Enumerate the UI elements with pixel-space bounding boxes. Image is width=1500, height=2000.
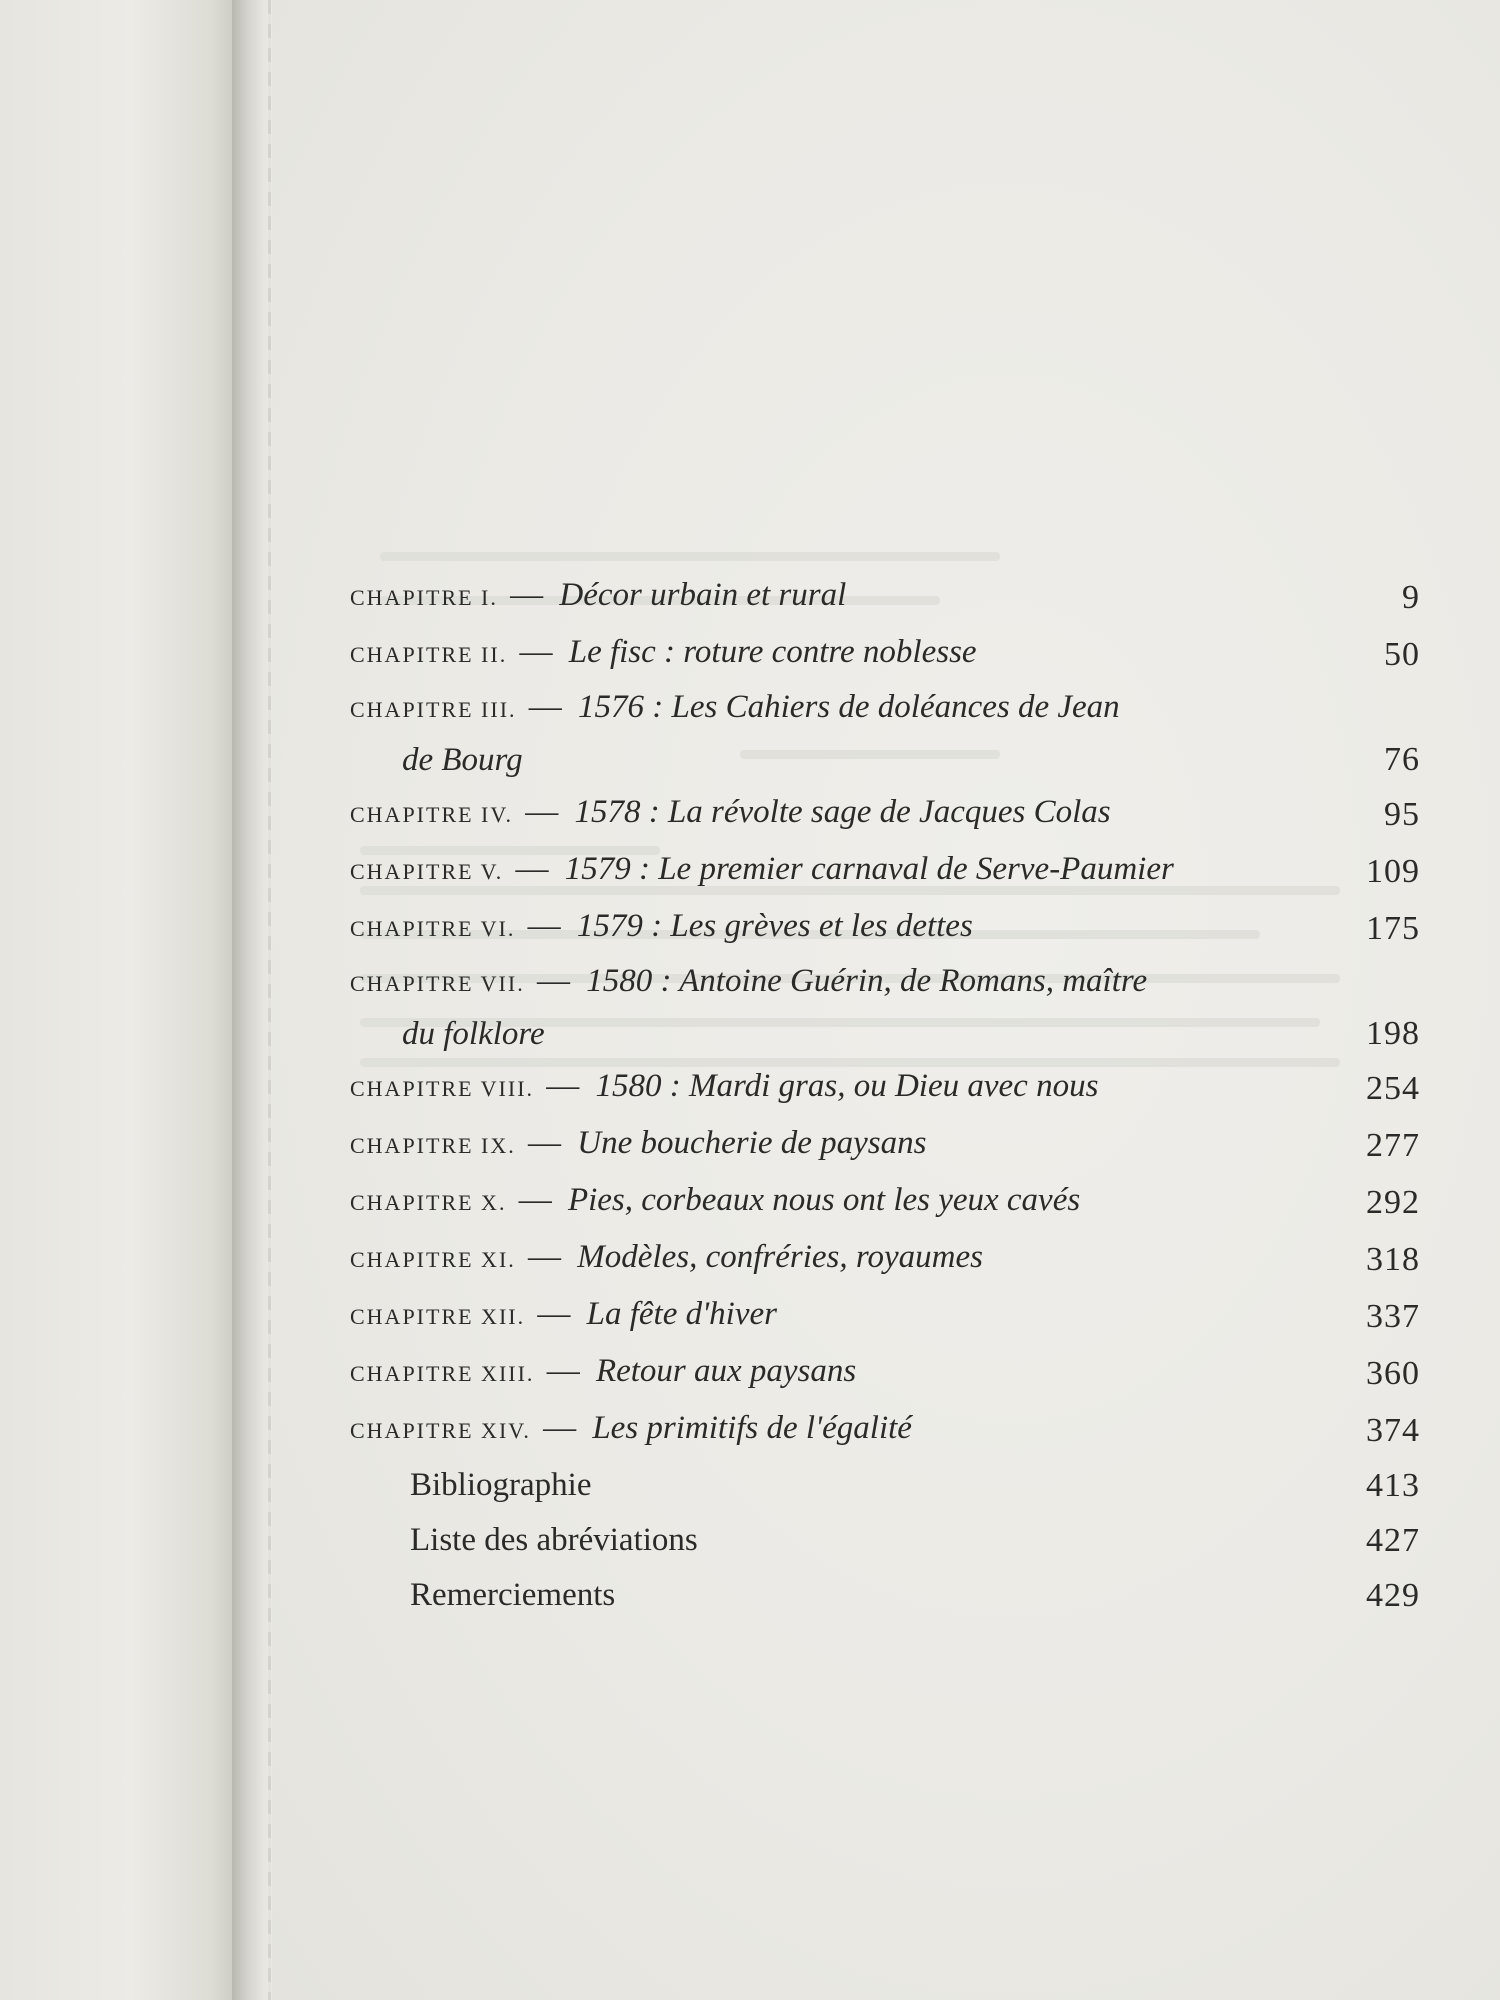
toc-entry-back-matter [350,1568,1420,1623]
chapter-title: Modèles, confréries, royaumes [577,1239,983,1275]
chapter-title: 1578 : La révolte sage de Jacques Colas [574,794,1111,830]
em-dash: — [525,794,559,830]
chapter-title: 1580 : Antoine Guérin, de Romans, maître [586,963,1148,999]
chapter-label: CHAPITRE X. [350,1190,507,1215]
toc-entry [350,1344,1420,1401]
page-number: 76 [1384,741,1420,778]
chapter-label: CHAPITRE IX. [350,1133,516,1158]
chapter-label: CHAPITRE XII. [350,1304,526,1329]
page-number: 254 [1366,1070,1420,1107]
chapter-title-continuation: du folklore [402,1016,545,1052]
toc-entry [350,568,1420,625]
chapter-title: 1579 : Le premier carnaval de Serve-Paumier [564,851,1174,887]
em-dash: — [546,1068,580,1104]
page-number: 374 [1366,1412,1420,1449]
chapter-title: 1580 : Mardi gras, ou Dieu avec nous [595,1068,1099,1104]
page-number: 337 [1366,1298,1420,1335]
chapter-label: CHAPITRE I. [350,585,498,610]
toc-entry [350,899,1420,956]
chapter-title-continuation: de Bourg [402,742,523,778]
chapter-label: CHAPITRE II. [350,642,508,667]
toc-entry [350,1230,1420,1287]
chapter-title: Retour aux paysans [595,1353,857,1389]
toc-entry [350,1401,1420,1458]
page-number: 429 [1366,1577,1420,1614]
em-dash: — [518,1182,552,1218]
em-dash: — [528,689,562,725]
page-number: 109 [1366,853,1420,890]
left-facing-page [0,0,240,2000]
page-edge [268,0,271,2000]
chapter-label: CHAPITRE XIII. [350,1361,535,1386]
chapter-label: CHAPITRE VII. [350,971,525,996]
chapter-title: Une boucherie de paysans [577,1125,927,1161]
chapter-label: CHAPITRE IV. [350,802,513,827]
chapter-title: Pies, corbeaux nous ont les yeux cavés [567,1182,1081,1218]
em-dash: — [519,634,553,670]
chapter-label: CHAPITRE XIV. [350,1418,531,1443]
toc-entry [350,625,1420,682]
chapter-label: CHAPITRE XI. [350,1247,516,1272]
page-number: 277 [1366,1127,1420,1164]
toc-entry [350,1173,1420,1230]
chapter-title: La fête d'hiver [586,1296,777,1332]
em-dash: — [510,577,544,613]
toc-entry-back-matter [350,1458,1420,1513]
chapter-label: CHAPITRE III. [350,697,517,722]
chapter-label: CHAPITRE V. [350,859,504,884]
back-matter-title: Remerciements [410,1577,616,1613]
toc-entry [350,1059,1420,1116]
toc-entry [350,956,1420,1059]
page-number: 413 [1366,1467,1420,1504]
page-number: 9 [1402,579,1420,616]
em-dash: — [528,1125,562,1161]
em-dash: — [537,1296,571,1332]
page-number: 95 [1384,796,1420,833]
chapter-label: CHAPITRE VI. [350,916,516,941]
chapter-title: Les primitifs de l'égalité [592,1410,912,1446]
em-dash: — [543,1410,577,1446]
page-number: 292 [1366,1184,1420,1221]
toc-entry [350,1116,1420,1173]
chapter-label: CHAPITRE VIII. [350,1076,535,1101]
left-page-bleed-through [0,580,240,880]
page-number: 427 [1366,1522,1420,1559]
chapter-title: 1579 : Les grèves et les dettes [576,908,973,944]
table-of-contents [350,568,1420,1623]
page-number: 50 [1384,636,1420,673]
chapter-title: Le fisc : roture contre noblesse [568,634,977,670]
back-matter-title: Liste des abréviations [410,1522,698,1558]
back-matter-title: Bibliographie [410,1467,592,1503]
toc-entry-back-matter [350,1513,1420,1568]
toc-entry [350,1287,1420,1344]
page-number: 318 [1366,1241,1420,1278]
em-dash: — [527,908,561,944]
page-number: 360 [1366,1355,1420,1392]
chapter-title: Décor urbain et rural [559,577,847,613]
toc-entry [350,842,1420,899]
em-dash: — [528,1239,562,1275]
em-dash: — [536,963,570,999]
em-dash: — [546,1353,580,1389]
page-number: 198 [1366,1015,1420,1052]
toc-entry [350,682,1420,785]
toc-entry [350,785,1420,842]
em-dash: — [515,851,549,887]
page-number: 175 [1366,910,1420,947]
chapter-title: 1576 : Les Cahiers de doléances de Jean [578,689,1120,725]
